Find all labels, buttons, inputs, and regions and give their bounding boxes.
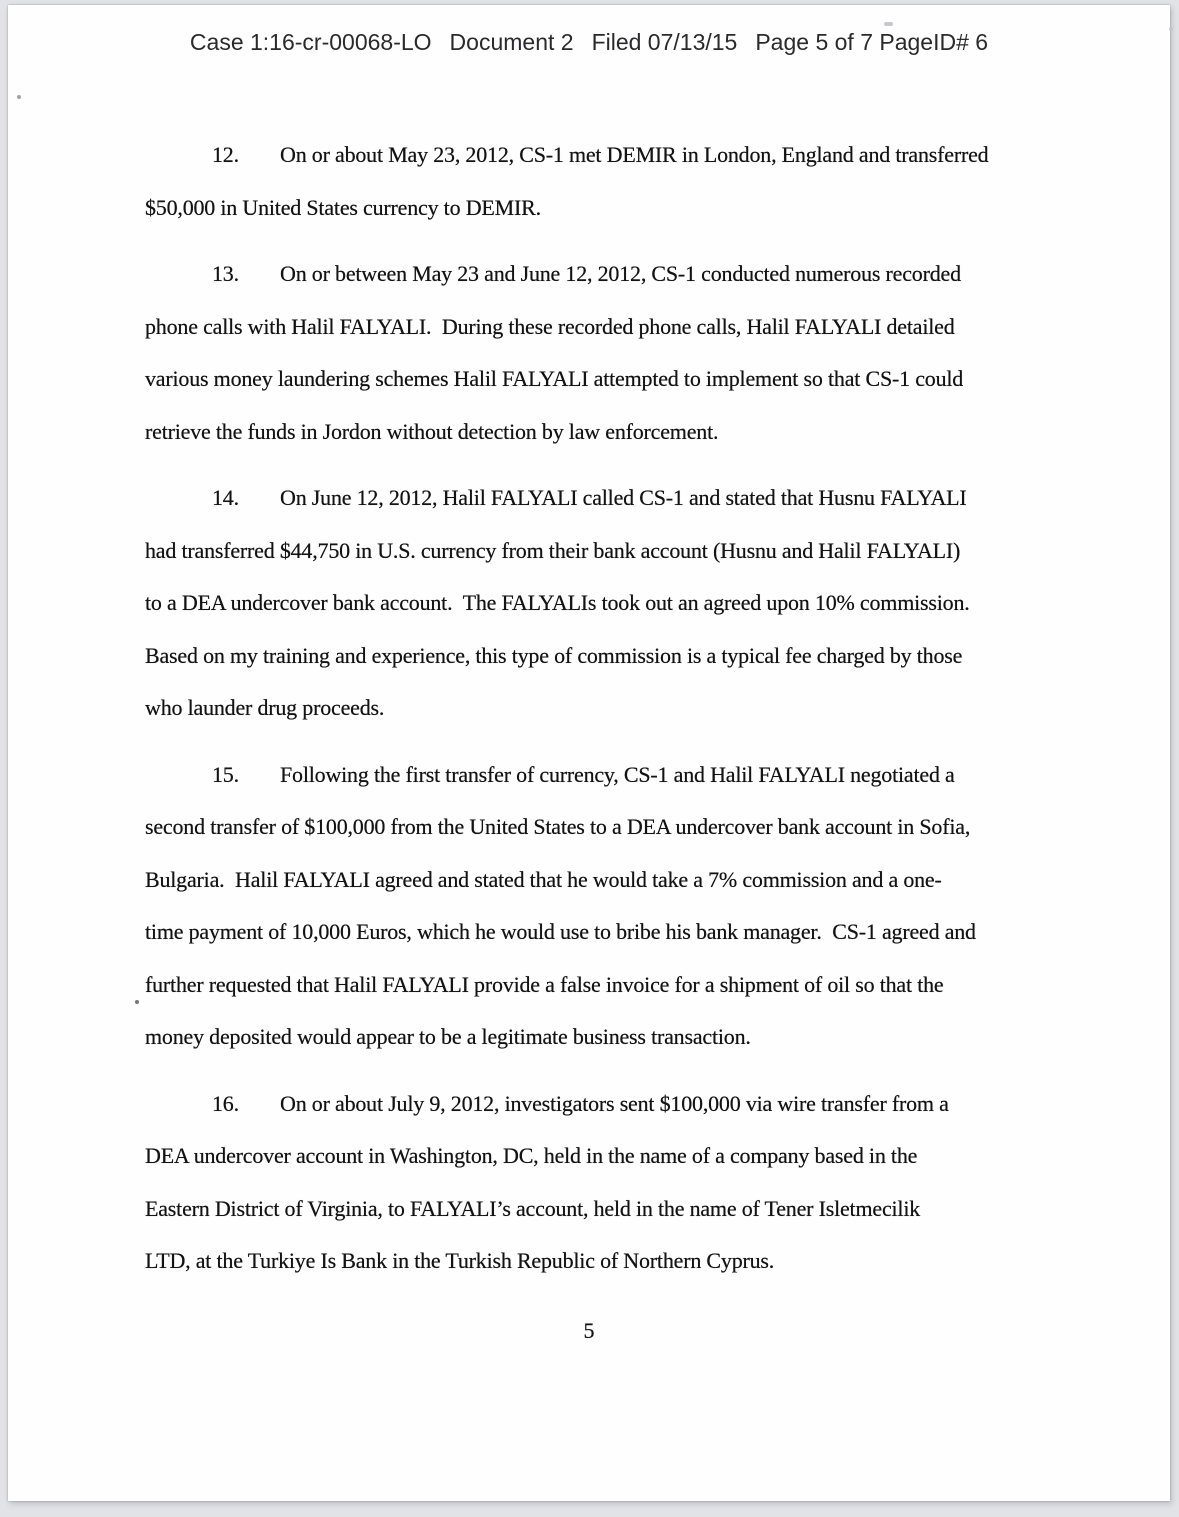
paragraph-number: 13. (212, 261, 239, 286)
paragraph-15 (145, 749, 1045, 1064)
scan-speckle (1169, 27, 1173, 31)
paragraph-line (145, 749, 1045, 802)
paragraph-line: DEA undercover account in Washington, DC, held in the name of a company based in the (145, 1143, 918, 1168)
paragraph-line: phone calls with Halil FALYALI. During these recorded phone calls, Halil FALYALI detailed (145, 313, 955, 339)
paragraph-line: time payment of 10,000 Euros, which he would use to bribe his bank manager. CS-1 agreed and (145, 919, 976, 944)
paragraph-line: money deposited would appear to be a legitimate business transaction. (145, 1024, 751, 1049)
ecf-stamp-header (8, 29, 1170, 55)
paragraph-text: On June 12, 2012, Halil FALYALI called CS-1 and stated that Husnu FALYALI (280, 485, 967, 510)
page-number: 5 (583, 1317, 595, 1343)
paragraph-number: 14. (212, 485, 239, 510)
paragraph-line: retrieve the funds in Jordon without detection by law enforcement. (145, 418, 719, 444)
paragraph-16 (145, 1078, 1045, 1288)
case-number: Case 1:16-cr-00068-LO (189, 29, 432, 55)
paragraph-line: $50,000 in United States currency to DEMIR. (145, 194, 541, 220)
paragraph-number: 12. (212, 142, 239, 167)
paragraph-line: who launder drug proceeds. (145, 695, 385, 720)
paragraph-line: had transferred $44,750 in U.S. currency from their bank account (Husnu and Halil FALYALI) (145, 537, 961, 563)
paragraph-line (145, 1078, 1045, 1131)
paragraph-line: Eastern District of Virginia, to FALYALI’s account, held in the name of Tener Isletmecilik (145, 1195, 921, 1221)
paragraph-line: LTD, at the Turkiye Is Bank in the Turkish Republic of Northern Cyprus. (145, 1248, 775, 1273)
paragraph-line (145, 472, 1045, 525)
paragraph-line: further requested that Halil FALYALI provide a false invoice for a shipment of oil so that the (145, 971, 944, 997)
paragraph-number: 16. (212, 1090, 239, 1116)
filed-date: Filed 07/13/15 (591, 29, 738, 55)
page-id: Page 5 of 7 PageID# 6 (755, 29, 989, 55)
affidavit-body (145, 129, 1045, 1288)
document-page (8, 5, 1170, 1501)
paragraph-text: Following the first transfer of currency, CS-1 and Halil FALYALI negotiated a (280, 761, 955, 787)
scan-speckle (135, 1000, 139, 1004)
paragraph-line (145, 248, 1045, 301)
paragraph-line (145, 129, 1045, 182)
paragraph-line: various money laundering schemes Halil FALYALI attempted to implement so that CS-1 could (145, 366, 964, 391)
scan-speckle (17, 95, 21, 99)
paragraph-line: second transfer of $100,000 from the United States to a DEA undercover bank account in Sofia, (145, 814, 971, 839)
paragraph-text: On or about July 9, 2012, investigators sent $100,000 via wire transfer from a (280, 1090, 949, 1116)
paragraph-text: On or about May 23, 2012, CS-1 met DEMIR in London, England and transferred (280, 142, 989, 167)
paragraph-12 (145, 129, 1045, 234)
paragraph-13 (145, 248, 1045, 458)
paragraph-text: On or between May 23 and June 12, 2012, CS-1 conducted numerous recorded (280, 261, 961, 286)
scan-speckle (884, 22, 893, 26)
paragraph-line: to a DEA undercover bank account. The FALYALIs took out an agreed upon 10% commission. (145, 590, 970, 615)
paragraph-14 (145, 472, 1045, 735)
paragraph-line: Bulgaria. Halil FALYALI agreed and stated that he would take a 7% commission and a one- (145, 866, 942, 892)
document-number: Document 2 (449, 29, 574, 55)
paragraph-line: Based on my training and experience, this type of commission is a typical fee charged by those (145, 642, 963, 668)
paragraph-number: 15. (212, 761, 239, 787)
